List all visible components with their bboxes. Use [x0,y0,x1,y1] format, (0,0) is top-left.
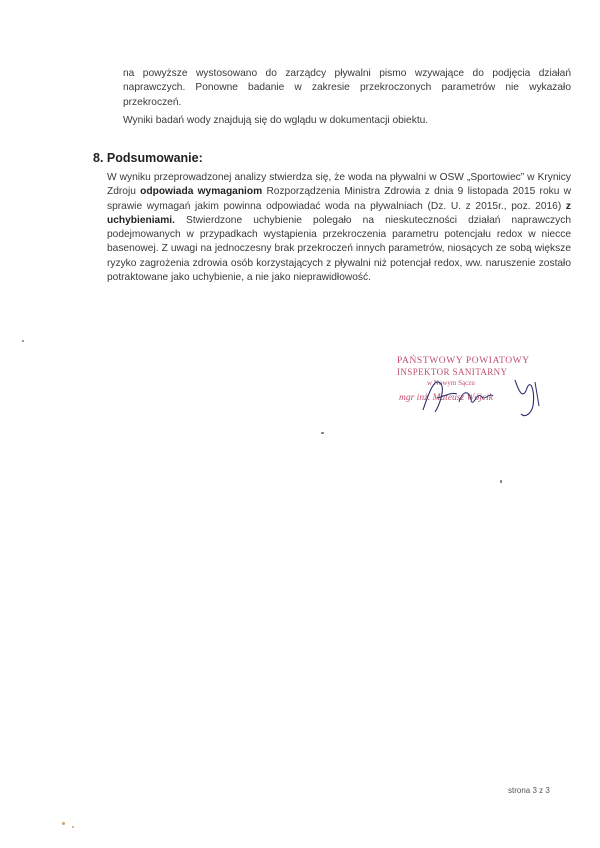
summary-bold-irregularities: z uchybieniami. [107,200,571,226]
summary-text-part2: Rozporządzenia Ministra Zdrowia z dnia 9 listopada 2015 roku w sprawie wymagań jakim powinna odpowiadać woda na pływalniach (Dz. U. z 2015r., poz. 2016) [107,186,571,212]
summary-text-part3: Stwierdzone uchybienie polegało na nieskuteczności działań naprawczych podejmowanych w przypadkach wystąpienia przekroczenia parametru potencjału redox w niecce basenowej. Z uwagi na jednoczesny brak przekroczeń innych parametrów, niosących ze sobą większe ryzyko zagrożenia zdrowia osób korzystających z pływalni niż potencjał redox, ww. naruszenie zostało potraktowane jako uchybienie, a nie jako nieprawidłowość. [107,214,571,284]
scan-speck [72,826,74,828]
summary-paragraph [107,171,571,285]
section-heading-summary: 8. Podsumowanie: [93,151,203,165]
stamp-line-title: INSPEKTOR SANITARNY [397,367,508,377]
scan-speck [62,822,65,825]
paragraph-documentation-note: Wyniki badań wody znajdują się do wglądu w dokumentacji obiektu. [123,115,429,126]
stamp-line-name: mgr inż. Mateusz Wójcik [399,393,493,403]
stamp-line-location: w Nowym Sączu [427,379,475,387]
summary-text-part1: W wyniku przeprowadzonej analizy stwierdza się, że woda na pływalni w OSW „Sportowiec” w Krynicy Zdroju [107,172,571,198]
scan-speck [22,340,24,342]
scan-speck [321,432,324,434]
summary-bold-complies: odpowiada wymaganiom [140,186,263,198]
scan-speck [500,480,502,483]
official-stamp [397,356,547,403]
stamp-line-office: PAŃSTWOWY POWIATOWY [397,356,530,366]
page-number: strona 3 z 3 [508,786,550,795]
paragraph-remedial-letter: na powyższe wystosowano do zarządcy pływalni pismo wzywające do podjęcia działań naprawczych. Ponowne badanie w zakresie przekroczonych parametrów nie wykazało przekroczeń. [123,68,571,108]
